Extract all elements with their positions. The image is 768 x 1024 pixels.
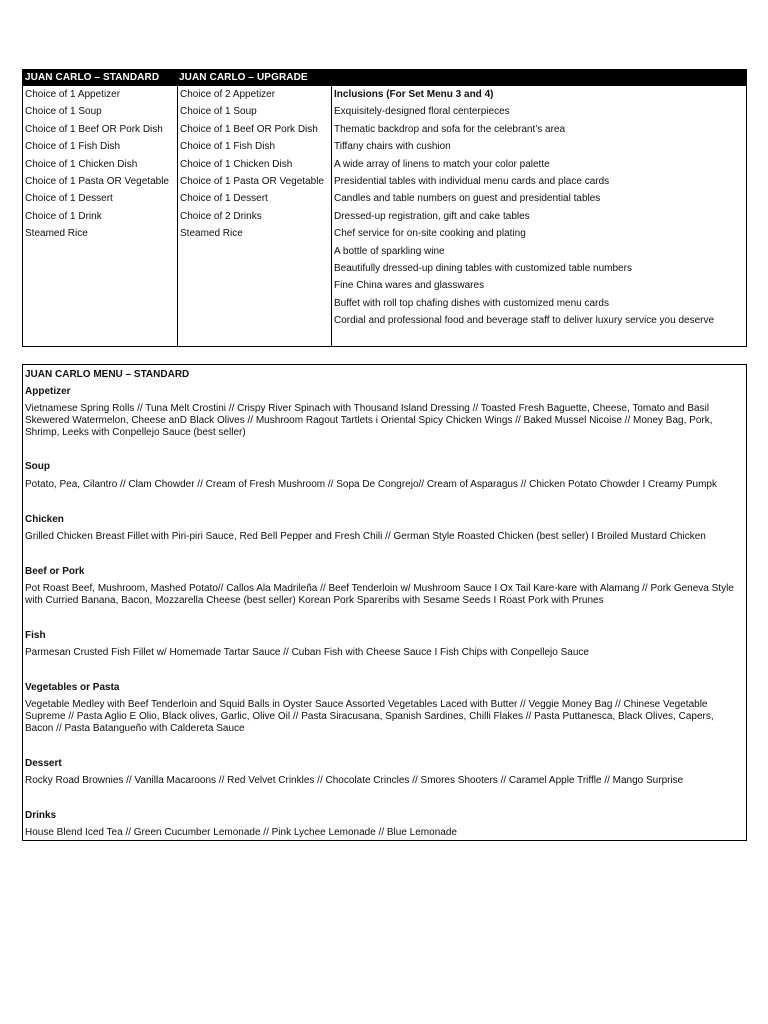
list-item: A bottle of sparkling wine	[334, 245, 445, 257]
list-item: Choice of 1 Dessert	[180, 193, 268, 205]
list-item: Choice of 1 Dessert	[25, 193, 113, 205]
list-item: Choice of 1 Soup	[25, 106, 102, 118]
list-item: Choice of 1 Pasta OR Vegetable	[180, 175, 324, 187]
inclusions-column	[331, 86, 746, 346]
list-item: Steamed Rice	[180, 228, 243, 240]
fish-heading: Fish	[25, 630, 46, 641]
list-item: Choice of 1 Beef OR Pork Dish	[180, 123, 318, 135]
list-item: Steamed Rice	[25, 228, 88, 240]
upgrade-column	[177, 86, 332, 346]
list-item: Thematic backdrop and sofa for the celebrant’s area	[334, 123, 566, 135]
vegetables-pasta-text: Vegetable Medley with Beef Tenderloin and Squid Balls in Oyster Sauce Assorted Vegetables Laced with Butter // Veggie Money Bag // Chinese Vegetable Supreme // Pasta Aglio E Olio, Black olives, Garlic, Olive Oil // Pasta Siracusana, Spanish Sardines, Chilli Flakes // Pasta Puttanesca, Black Olives, Capers, Bacon // Pasta Batangueño with Caldereta Sauce	[25, 699, 714, 734]
list-item: A wide array of linens to match your color palette	[334, 158, 550, 170]
list-item: Choice of 2 Appetizer	[180, 89, 276, 100]
list-item: Fine China wares and glasswares	[334, 280, 485, 292]
list-item: Buffet with roll top chafing dishes with customized menu cards	[334, 297, 609, 309]
inclusions-title: Inclusions (For Set Menu 3 and 4)	[334, 89, 494, 100]
list-item: Dressed-up registration, gift and cake tables	[334, 210, 530, 222]
soup-heading: Soup	[25, 461, 50, 472]
list-item: Cordial and professional food and beverage staff to deliver luxury service you deserve	[334, 315, 715, 327]
list-item: Choice of 1 Chicken Dish	[180, 158, 293, 170]
package-comparison-table	[22, 69, 747, 347]
list-item: Candles and table numbers on guest and presidential tables	[334, 193, 601, 205]
list-item: Tiffany chairs with cushion	[334, 141, 451, 153]
list-item: Exquisitely-designed floral centerpieces	[334, 106, 510, 118]
drinks-text: House Blend Iced Tea // Green Cucumber Lemonade // Pink Lychee Lemonade // Blue Lemonade	[25, 827, 457, 838]
appetizer-text: Vietnamese Spring Rolls // Tuna Melt Crostini // Crispy River Spinach with Thousand Island Dressing // Toasted Fresh Baguette, Cheese, Tomato and Basil Skewered Watermelon, Cheese anD Black Olives // Mushroom Ragout Tartlets i Oriental Spicy Chicken Wings // Baked Mussel Nicoise // Money Bag, Pork, Shrimp, Leeks with Conpellejo Sauce (best seller)	[25, 403, 713, 438]
upgrade-header: JUAN CARLO – UPGRADE	[179, 72, 308, 83]
list-item: Choice of 1 Fish Dish	[180, 141, 276, 153]
list-item: Chef service for on-site cooking and plating	[334, 228, 526, 240]
standard-menu-table	[22, 364, 747, 841]
list-item: Choice of 1 Beef OR Pork Dish	[25, 123, 163, 135]
appetizer-heading: Appetizer	[25, 386, 71, 397]
beef-pork-heading: Beef or Pork	[25, 566, 85, 577]
list-item: Choice of 1 Appetizer	[25, 89, 121, 100]
list-item: Beautifully dressed-up dining tables with customized table numbers	[334, 262, 632, 274]
list-item: Choice of 1 Fish Dish	[25, 141, 121, 153]
standard-header: JUAN CARLO – STANDARD	[25, 72, 160, 83]
dessert-text: Rocky Road Brownies // Vanilla Macaroons // Red Velvet Crinkles // Chocolate Crincles // Smores Shooters // Caramel Apple Triffle // Mango Surprise	[25, 775, 684, 786]
list-item: Choice of 1 Chicken Dish	[25, 158, 138, 170]
beef-pork-text: Pot Roast Beef, Mushroom, Mashed Potato// Callos Ala Madrileña // Beef Tenderloin w/ Mushroom Sauce I Ox Tail Kare-kare with Alamang // Pork Geneva Style with Curried Banana, Bacon, Mozzarella Cheese (best seller) Korean Pork Spareribs with Sesame Seeds I Roast Pork with Prunes	[25, 583, 734, 606]
drinks-heading: Drinks	[25, 810, 57, 821]
soup-text: Potato, Pea, Cilantro // Clam Chowder // Cream of Fresh Mushroom // Sopa De Congrejo// Cream of Asparagus // Chicken Potato Chowder I Creamy Pumpk	[25, 479, 717, 490]
chicken-heading: Chicken	[25, 514, 64, 525]
standard-column	[23, 86, 177, 346]
fish-text: Parmesan Crusted Fish Fillet w/ Homemade Tartar Sauce // Cuban Fish with Cheese Sauce I Fish Chips with Conpellejo Sauce	[25, 647, 589, 658]
vegetables-pasta-heading: Vegetables or Pasta	[25, 682, 120, 693]
list-item: Choice of 1 Pasta OR Vegetable	[25, 175, 169, 187]
list-item: Choice of 1 Drink	[25, 210, 102, 222]
list-item: Choice of 2 Drinks	[180, 210, 262, 222]
dessert-heading: Dessert	[25, 758, 62, 769]
list-item: Presidential tables with individual menu cards and place cards	[334, 175, 610, 187]
chicken-text: Grilled Chicken Breast Fillet with Piri-piri Sauce, Red Bell Pepper and Fresh Chili // German Style Roasted Chicken (best seller) I Broiled Mustard Chicken	[25, 531, 706, 542]
list-item: Choice of 1 Soup	[180, 106, 257, 118]
menu-title: JUAN CARLO MENU – STANDARD	[25, 369, 190, 380]
table-header	[23, 70, 746, 86]
